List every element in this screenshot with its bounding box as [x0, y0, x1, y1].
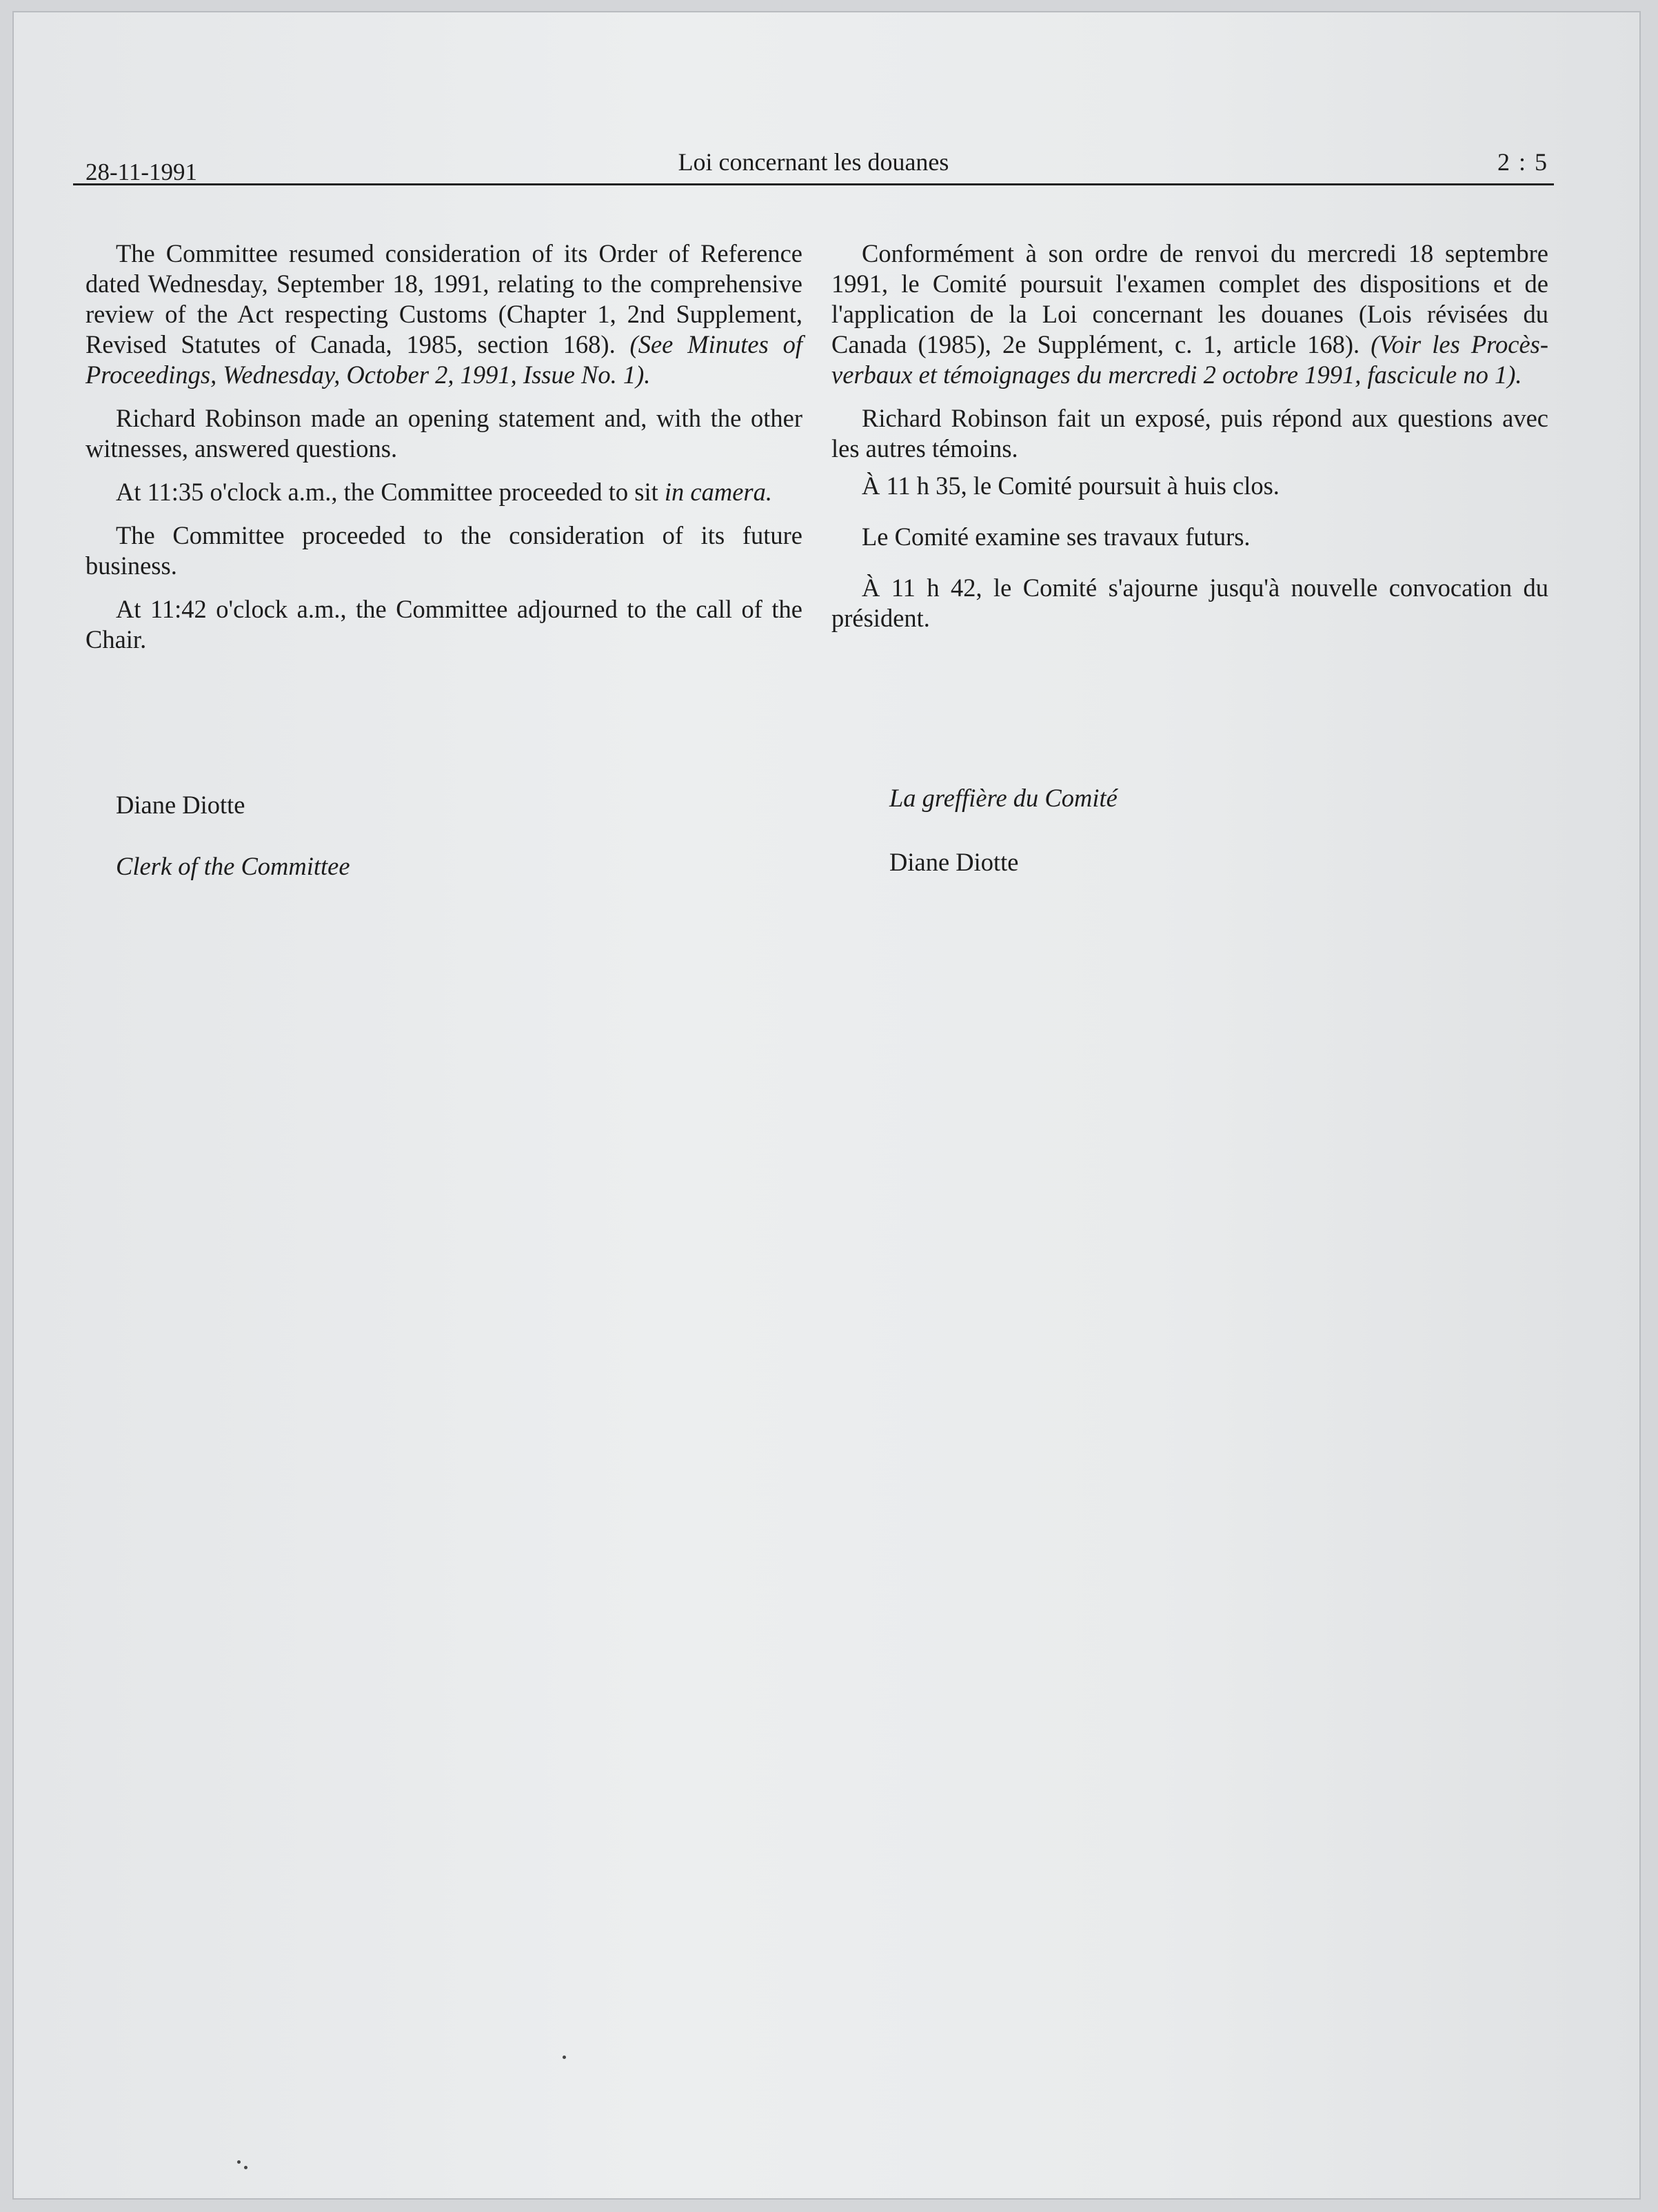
expose-paragraph: Richard Robinson fait un exposé, puis répond aux questions avec les autres témoins. — [831, 404, 1548, 463]
ajournement-paragraph: À 11 h 42, le Comité s'ajourne jusqu'à nouvelle convocation du président. — [831, 574, 1548, 632]
dust-speck — [237, 2160, 241, 2164]
huis-clos-paragraph: À 11 h 35, le Comité poursuit à huis clos. — [862, 471, 1280, 500]
running-header — [73, 142, 1554, 185]
in-camera-paragraph — [85, 477, 802, 507]
document-page — [12, 11, 1641, 2200]
ordre-de-renvoi-paragraph — [831, 239, 1548, 390]
french-column — [831, 239, 1548, 876]
order-of-reference-citation: (See Minutes of Proceedings, Wednesday, October 2, 1991, Issue No. 1). — [85, 330, 803, 389]
dust-speck — [563, 2056, 566, 2059]
in-camera-italic: in camera. — [664, 478, 772, 506]
clerk-name: Diane Diotte — [116, 791, 245, 819]
english-column — [85, 239, 803, 880]
greffiere-title: La greffière du Comité — [889, 784, 1118, 812]
future-business-paragraph: The Committee proceeded to the consideration of its future business. — [85, 521, 802, 580]
adjournment-paragraph: At 11:42 o'clock a.m., the Committee adjourned to the call of the Chair. — [85, 595, 802, 653]
greffiere-name: Diane Diotte — [889, 848, 1019, 876]
order-of-reference-text: The Committee resumed consideration of its Order of Reference dated Wednesday, September 18, 1991, relating to the comprehensive review of the Act respecting Customs (Chapter 1, 2nd Supplement, Revised Statutes of Canada, 1985, section 168). — [85, 239, 802, 358]
travaux-futurs-paragraph: Le Comité examine ses travaux futurs. — [862, 522, 1251, 551]
header-date: 28-11-1991 — [85, 159, 198, 185]
header-page-number: 2 : 5 — [1497, 148, 1548, 176]
clerk-title: Clerk of the Committee — [116, 852, 350, 880]
header-title: Loi concernant les douanes — [678, 148, 949, 176]
ordre-de-renvoi-citation: (Voir les Procès-verbaux et témoignages du mercredi 2 octobre 1991, fascicule no 1). — [831, 330, 1548, 389]
dust-speck — [244, 2166, 247, 2169]
ordre-de-renvoi-text: Conformément à son ordre de renvoi du mercredi 18 septembre 1991, le Comité poursuit l'examen complet des dispositions et de l'application de la Loi concernant les douanes (Lois révisées du Canada (1985), 2e Supplément, c. 1, article 168). — [831, 239, 1548, 358]
statement-paragraph: Richard Robinson made an opening statement and, with the other witnesses, answered questions. — [85, 404, 802, 463]
in-camera-text: At 11:35 o'clock a.m., the Committee proceeded to sit — [116, 478, 665, 506]
order-of-reference-paragraph — [85, 239, 802, 390]
